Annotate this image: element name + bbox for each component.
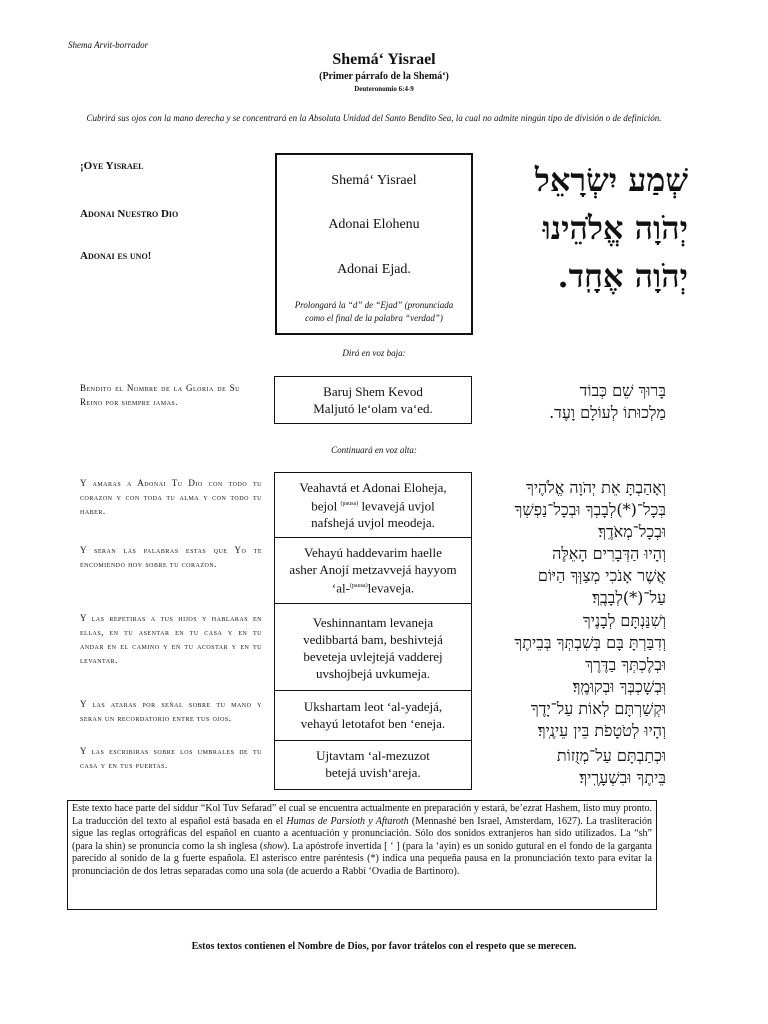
pronunciation-note: Prolongará la “d” de “Ejad” (pronunciada como el final de la palabra “verdad”) — [294, 300, 454, 323]
p5-heb-line-2: בֵּיתֶךָ וּבִשְׁעָרֶֽיךָ׃ — [579, 768, 666, 787]
footer-text-3: ). La apóstrofe invertida [ ‘ ] (para la ‘ayin) es un sonido gutural en el fondo de la garganta parecido al sonido de la g fuerte española. El asterisco entre paréntesis (*) indica una pequeña pausa en la pronunciación texto para evitar la pronunciación de dos letras separadas como una sola (de acuerdo a Rabbí ‘Ovadia de Bartinoro). — [72, 840, 652, 877]
p2-heb-line-3: עַל־(*)לְבָבֶֽךָ׃ — [592, 588, 666, 607]
opening-instruction: Cubrirá sus ojos con la mano derecha y se concentrará en la Absoluta Unidad del Santo Bendito Sea, la cual no admite ningún tipo de división o de definición. — [86, 113, 662, 123]
p2-line-1: Vehayú haddevarim haelle — [304, 545, 442, 560]
shema-transliteration-line-1: Shemá‘ Yisrael — [331, 173, 417, 188]
shema-translation-line-1: ¡Oye Yisrael — [80, 160, 144, 172]
p1-line-1: Veahavtá et Adonai Eloheja, — [299, 480, 447, 495]
p3-line-2: vedibbartá bam, beshivtejá — [303, 632, 443, 647]
p1-word-bejol: bejol — [311, 498, 338, 514]
shema-translation-line-3: Adonai es uno! — [80, 250, 152, 262]
shema-transliteration-line-3: Adonai Ejad. — [337, 262, 411, 277]
paragraph-3-transliteration — [275, 604, 471, 691]
p5-line-1: Ujtavtam ‘al-mezuzot — [316, 748, 430, 763]
paragraph-5-translation: Y las escribiras sobre los umbrales de tu casa y en tus puertas. — [80, 746, 262, 770]
p1-heb-line-1: וְאָהַבְתָּ אֵת יְהֹוָה אֱלֹהֶיךָ — [525, 478, 666, 497]
header-label: Shema Arvit-borrador — [68, 40, 149, 50]
respect-notice: Estos textos contienen el Nombre de Dios, por favor trátelos con el respeto que se merecen. — [191, 941, 577, 952]
p2-word-al: ‘al- — [331, 580, 350, 596]
p1-heb-line-3: וּבְכָל־מְאֹדֶֽךָ׃ — [598, 522, 666, 541]
paragraph-5-transliteration — [275, 741, 471, 789]
verse-reference: Deuteronomio 6:4-9 — [354, 85, 414, 93]
p1-line-2 — [275, 496, 471, 514]
paragraph-1-translation: Y amaras a Adonai Tu Dio con todo tu corazon y con toda tu alma y con todo tu haber. — [80, 478, 262, 516]
p4-heb-line-1: וּקְשַׁרְתָּם לְאוֹת עַל־יָדֶךָ — [530, 699, 666, 718]
p2-line-2: asher Anojí metzavvejá hayyom — [289, 562, 457, 577]
paragraph-1-transliteration — [275, 473, 471, 538]
footer-text-2: (Mennashé ben Israel, Amsterdam, 1627). La trasliteración sigue las reglas ortográficas del español en cuanto a acentuación y pronunciación. Sólo dos sonidos extranjeros han sido utilizados. La “sh” (para la shin) se pronuncia como la sh inglesa ( — [72, 815, 652, 852]
p3-heb-line-1: וְשִׁנַּנְתָּם לְבָנֶיךָ — [582, 611, 666, 630]
p2-pause-mark: (pausa) — [349, 583, 368, 589]
paragraph-2-translation: Y seran las palabras estas que Yo te encomiendo hoy sobre tu corazon. — [80, 545, 262, 569]
baruj-hebrew-line-1: בָּרוּךְ שֵׁם כְּבוֹד — [579, 381, 666, 400]
quiet-instruction: Dirá en voz baja: — [342, 348, 406, 358]
footer-example-word: show — [263, 840, 284, 852]
baruj-transliteration-box — [274, 376, 472, 424]
paragraph-4-translation: Y las ataras por señal sobre tu mano y seran un recordatorio entre tus ojos. — [80, 699, 262, 723]
p1-line-3: nafshejá uvjol meodeja. — [311, 515, 435, 531]
footer-text-1: Este texto hace parte del siddur “Kol Tuv Sefarad” el cual se encuentra actualmente en preparación y estará, be’ezrat Hashem, listo muy pronto. La traducción del texto al español está basada en el — [72, 803, 652, 827]
baruj-hebrew-line-2: מַלְכוּתוֹ לְעוֹלָם וָעֶד. — [549, 403, 666, 422]
p4-line-1: Ukshartam leot ‘al-yadejá, — [303, 699, 443, 714]
p1-word-levaveja: levavejá uvjol — [361, 498, 435, 514]
p2-heb-line-2: אֲשֶׁר אָנֹכִי מְצַוְּךָ הַיּוֹם — [537, 566, 666, 585]
p2-heb-line-1: וְהָיוּ הַדְּבָרִים הָאֵלֶּה — [552, 544, 666, 563]
p3-heb-line-4: וּֽבְשָׁכְבְּךָ וּבְקוּמֶֽךָ׃ — [572, 677, 666, 696]
p1-heb-line-2: בְּכָל־(*)לְבָבְךָ וּבְכָל־נַפְשְׁךָ — [514, 500, 666, 519]
p5-line-2: betejá uvish‘areja. — [325, 765, 421, 780]
shema-transliteration-box — [275, 153, 473, 335]
p3-heb-line-3: וּבְלֶכְתְּךָ בַדֶּרֶךְ — [585, 655, 666, 674]
aloud-instruction: Continuará en voz alta: — [331, 445, 417, 455]
p4-line-2: vehayú letotafot ben ‘eneja. — [300, 716, 446, 731]
paragraph-4-hebrew — [470, 698, 666, 742]
paragraph-5-hebrew — [470, 745, 666, 789]
paragraph-1-hebrew — [470, 477, 666, 543]
shema-hebrew-line-1: שְׁמַע יִשְׂרָאֵל — [534, 161, 688, 199]
shema-hebrew-line-3: יְהֹוָה אֶחָֽד. — [557, 257, 688, 295]
p2-word-levaveja: levaveja. — [367, 580, 415, 596]
paragraph-2-hebrew — [470, 543, 666, 609]
p1-pause-mark: (pausa) — [340, 501, 359, 507]
page-title: Shemá‘ Yisrael — [332, 51, 436, 68]
shema-hebrew-block — [488, 156, 688, 300]
baruj-translation: Bendito el Nombre de la Gloria de Su Reino por siempre jamas. — [80, 383, 240, 407]
baruj-hebrew — [488, 380, 666, 424]
footer-info-box — [67, 800, 657, 910]
shema-translation-line-2: Adonai Nuestro Dio — [80, 208, 179, 220]
paragraph-2-transliteration — [275, 538, 471, 604]
paragraph-3-hebrew — [470, 610, 666, 698]
page-subtitle: (Primer párrafo de la Shemá‘) — [319, 71, 449, 82]
baruj-transliteration-line-2: Maljutó le‘olam va‘ed. — [313, 401, 433, 416]
baruj-transliteration-line-1: Baruj Shem Kevod — [323, 384, 423, 399]
p5-heb-line-1: וּכְתַבְתָּם עַל־מְזֻזוֹת — [556, 746, 666, 765]
p3-heb-line-2: וְדִבַּרְתָּ בָּם בְּשִׁבְתְּךָ בְּבֵיתֶךָ — [514, 633, 666, 652]
p3-line-3: beveteja uvlejtejá vadderej — [303, 649, 443, 664]
paragraph-4-transliteration — [275, 691, 471, 741]
p3-line-1: Veshinnantam levaneja — [312, 615, 434, 630]
paragraphs-transliteration-box — [274, 472, 472, 790]
p4-heb-line-2: וְהָיוּ לְטֹטָפֹת בֵּין עֵינֶֽיךָ׃ — [537, 721, 666, 740]
footer-book-title: Humas de Parsioth y Aftaroth — [286, 815, 409, 827]
p3-line-4: uvshojbejá uvkumeja. — [315, 666, 431, 681]
shema-hebrew-line-2: יְהֹוָה אֱלֹהֵינוּ — [542, 209, 688, 247]
paragraph-3-translation: Y las repetiras a tus hijos y hablaras en ellas, en tu asentar en tu casa y en tu andar en el camino y en tu acostar y en tu levantar. — [80, 613, 262, 665]
shema-transliteration-line-2: Adonai Elohenu — [328, 217, 420, 232]
p2-line-3 — [275, 578, 471, 596]
